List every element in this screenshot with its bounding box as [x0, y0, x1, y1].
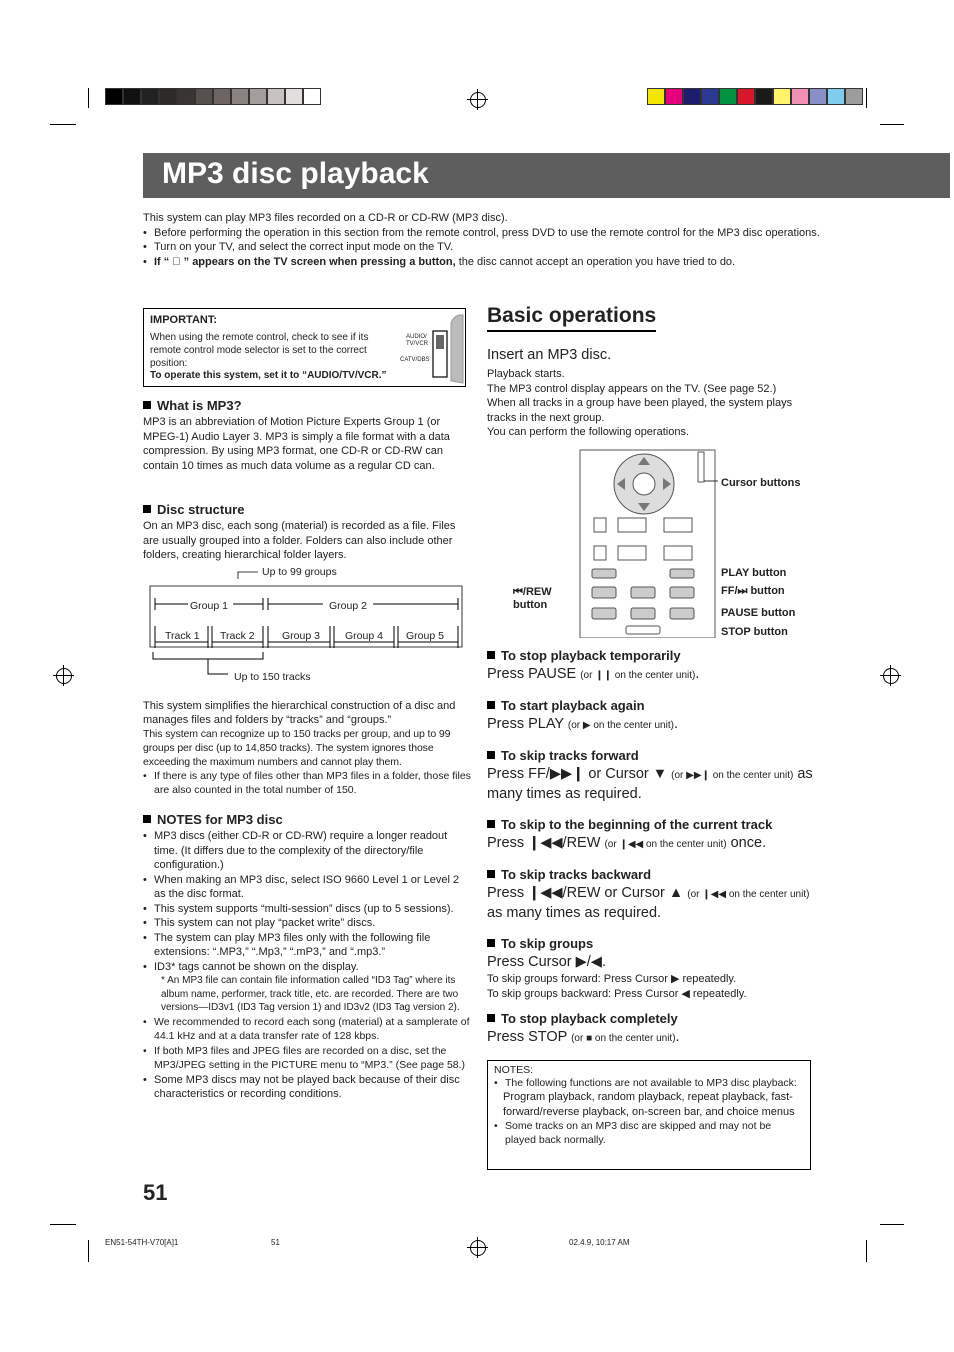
operation-press	[487, 715, 817, 735]
grayscale-swatch	[249, 88, 267, 105]
color-swatch	[773, 88, 791, 105]
operation-heading	[487, 867, 817, 882]
important-text: When using the remote control, check to see if its remote control mode selector is set to the correct position:	[150, 332, 369, 369]
diagram-group2: Group 2	[329, 600, 367, 612]
notes-mp3-section	[143, 812, 471, 1102]
operation-heading	[487, 1011, 817, 1026]
diagram-track: Track 1	[165, 630, 200, 642]
ff-button-label: FF/⏭ button	[721, 585, 785, 597]
crop-mark	[50, 124, 76, 125]
operation-press	[487, 884, 817, 923]
press-text: Press PAUSE	[487, 666, 577, 682]
press-tail: as many times as required.	[487, 766, 813, 802]
note-item: • Some MP3 discs may not be played back because of their disc characteristics or recording conditions.	[143, 1073, 471, 1102]
mode-switch-icon	[431, 311, 465, 386]
crop-mark	[866, 1240, 867, 1262]
insert-instruction: Insert an MP3 disc.	[487, 347, 612, 363]
section-heading	[143, 812, 471, 827]
diagram-group: Group 3	[282, 630, 320, 642]
system-paragraph: This system can recognize up to 150 tracks per group, and up to 99 groups per disc (up to 14,850 tracks). The system ignores those exceeding the maximum numbers and cannot play them.	[143, 728, 451, 768]
color-swatch	[791, 88, 809, 105]
registration-mark-icon	[470, 1240, 486, 1256]
color-swatch	[809, 88, 827, 105]
color-swatch	[701, 88, 719, 105]
section-text: MP3 is an abbreviation of Motion Picture Experts Group 1 (or MPEG-1) Audio Layer 3. MP3 is simply a file format with a data compression. By using MP3 format, one CD-R or CD-RW can contain 10 times as much data volume as a regular CD can.	[143, 416, 450, 472]
operation-heading	[487, 698, 817, 713]
operation-item	[487, 748, 817, 817]
note-item: • This system can not play “packet write” discs.	[143, 916, 471, 931]
registration-mark-icon	[470, 92, 486, 108]
press-tail: .	[675, 1029, 680, 1045]
heading-text: What is MP3?	[157, 398, 242, 413]
diagram-label-groups: Up to 99 groups	[262, 566, 337, 578]
intro-bullet: • Turn on your TV, and select the correct input mode on the TV.	[143, 240, 843, 255]
intro-bullet: • Before performing the operation in this section from the remote control, press DVD to use the remote control for the MP3 disc operations.	[143, 226, 843, 241]
operation-press: Press Cursor ▶/◀.	[487, 954, 606, 970]
grayscale-swatch	[303, 88, 321, 105]
diagram-group1: Group 1	[190, 600, 228, 612]
basic-operations-heading: Basic operations	[487, 304, 656, 332]
color-swatch	[845, 88, 863, 105]
note-item: • We recommended to record each song (material) at a samplerate of 44.1 kHz and at a data transfer rate of 128 kbps.	[143, 1015, 471, 1044]
intro	[143, 211, 843, 269]
press-small: (or ❙◀◀ on the center unit)	[604, 839, 727, 850]
pause-button-label: PAUSE button	[721, 607, 796, 619]
color-swatch	[719, 88, 737, 105]
color-swatch	[683, 88, 701, 105]
press-small: (or ▶▶❙ on the center unit)	[671, 770, 794, 781]
notes-label: NOTES:	[494, 1064, 534, 1076]
note-item: • ID3* tags cannot be shown on the display.	[143, 960, 471, 975]
skip-groups-forward: To skip groups forward: Press Cursor ▶ repeatedly.	[487, 973, 737, 985]
note-item: • This system supports “multi-session” discs (up to 5 sessions).	[143, 902, 471, 917]
footer-center: 51	[271, 1238, 280, 1247]
grayscale-swatch	[105, 88, 123, 105]
operation-press	[487, 834, 817, 854]
what-is-mp3-section	[143, 398, 468, 473]
notes-list	[143, 829, 471, 1102]
system-bullet: • If there is any type of files other than MP3 files in a folder, those files are also counted in the total number of 150.	[143, 769, 471, 797]
skip-groups-backward: To skip groups backward: Press Cursor ◀ repeatedly.	[487, 987, 747, 1000]
operation-item	[487, 1011, 817, 1048]
heading-text: To skip tracks backward	[501, 867, 652, 882]
footer-right: 02.4.9, 10:17 AM	[569, 1238, 630, 1247]
basic-perform: You can perform the following operations.	[487, 426, 689, 438]
grayscale-swatch	[195, 88, 213, 105]
playback-starts: Playback starts.	[487, 368, 565, 380]
notes-box	[487, 1060, 811, 1170]
heading-text: To stop playback completely	[501, 1011, 678, 1026]
press-tail: once.	[726, 835, 767, 851]
press-text: Press ❙◀◀/REW	[487, 835, 601, 851]
press-small: (or ■ on the center unit)	[571, 1033, 676, 1044]
operation-item	[487, 867, 817, 936]
operation-item	[487, 817, 817, 867]
press-text: Press STOP	[487, 1029, 568, 1045]
crop-mark	[88, 1240, 89, 1262]
heading-text: To stop playback temporarily	[501, 648, 681, 663]
remote-control-illustration	[578, 448, 718, 638]
crop-mark	[88, 88, 89, 108]
grayscale-bar	[105, 88, 321, 105]
grayscale-swatch	[267, 88, 285, 105]
operation-press	[487, 1028, 817, 1048]
heading-text: To skip to the beginning of the current track	[501, 817, 773, 832]
notes-bullet: • The following functions are not available to MP3 disc playback:	[494, 1076, 804, 1090]
operation-heading	[487, 936, 817, 951]
color-swatch	[647, 88, 665, 105]
important-box	[143, 308, 466, 387]
color-swatch	[665, 88, 683, 105]
grayscale-swatch	[231, 88, 249, 105]
note-item: • The system can play MP3 files only with the following file extensions: “.MP3,” “.Mp3,” “.mP3,” and “.mp3.”	[143, 931, 471, 960]
switch-top-label: AUDIO/ TV/VCR	[406, 334, 429, 347]
press-tail: as many times as required.	[487, 905, 662, 921]
operation-press	[487, 665, 817, 685]
system-text	[143, 699, 471, 797]
intro-bullet-bold: If “ ⃠ ” appears on the TV screen when pressing a button,	[154, 255, 456, 268]
press-text: Press FF/▶▶❙ or Cursor ▼	[487, 766, 668, 782]
operation-item	[487, 648, 817, 698]
press-small: (or ❙◀◀ on the center unit)	[687, 889, 810, 900]
crop-mark	[866, 88, 867, 108]
note-item: • MP3 discs (either CD-R or CD-RW) require a longer readout time. (It differs due to the complexity of the directory/file configuration.)	[143, 829, 471, 873]
press-text: Press ❙◀◀/REW or Cursor ▲	[487, 885, 684, 901]
system-paragraph: This system simplifies the hierarchical construction of a disc and manages files and folders by “tracks” and “groups.”	[143, 700, 456, 726]
diagram-track: Track 2	[220, 630, 255, 642]
important-label: IMPORTANT:	[150, 314, 218, 326]
cursor-buttons-label: Cursor buttons	[721, 477, 801, 489]
operation-press	[487, 765, 817, 804]
operation-item	[487, 698, 817, 748]
grayscale-swatch	[159, 88, 177, 105]
heading-text: NOTES for MP3 disc	[157, 812, 283, 827]
color-swatch	[737, 88, 755, 105]
color-bar	[647, 88, 863, 105]
crop-mark	[880, 124, 904, 125]
footer-left: EN51-54TH-V70[A]1	[105, 1238, 179, 1247]
registration-mark-icon	[56, 668, 72, 684]
section-heading	[143, 398, 468, 413]
basic-desc: The MP3 control display appears on the TV. (See page 52.) When all tracks in a group have been played, the system plays tracks in the next group.	[487, 382, 793, 424]
rew-button-label: ⏮/REW button	[513, 586, 552, 611]
grayscale-swatch	[285, 88, 303, 105]
grayscale-swatch	[123, 88, 141, 105]
press-small: (or ❙❙ on the center unit)	[580, 670, 696, 681]
heading-text: To skip groups	[501, 936, 594, 951]
important-bold: To operate this system, set it to “AUDIO/TV/VCR.”	[150, 370, 387, 381]
grayscale-swatch	[141, 88, 159, 105]
press-tail: .	[673, 716, 678, 732]
operations-list	[487, 648, 817, 1048]
heading-text: To start playback again	[501, 698, 645, 713]
intro-bullet-rest: the disc cannot accept an operation you have tried to do.	[455, 255, 736, 268]
notes-bullet: • Some tracks on an MP3 disc are skipped and may not be played back normally.	[494, 1119, 804, 1147]
note-item: • If both MP3 files and JPEG files are recorded on a disc, set the MP3/JPEG setting in the PICTURE menu to “MP3.” (See page 58.)	[143, 1044, 471, 1073]
grayscale-swatch	[213, 88, 231, 105]
title-band	[143, 153, 950, 198]
diagram-group: Group 5	[406, 630, 444, 642]
diagram-label-tracks: Up to 150 tracks	[234, 671, 311, 683]
switch-bottom-label: CATV/DBS	[400, 357, 430, 363]
section-text: On an MP3 disc, each song (material) is recorded as a file. Files are usually grouped into a folder. Folders can also include other folders, creating hierarchical folder layers.	[143, 520, 456, 561]
operation-heading	[487, 648, 817, 663]
grayscale-swatch	[177, 88, 195, 105]
heading-text: To skip tracks forward	[501, 748, 639, 763]
operation-heading	[487, 748, 817, 763]
crop-mark	[50, 1224, 76, 1225]
color-swatch	[755, 88, 773, 105]
note-item: • When making an MP3 disc, select ISO 9660 Level 1 or Level 2 as the disc format.	[143, 873, 471, 902]
press-text: Press PLAY	[487, 716, 564, 732]
color-swatch	[827, 88, 845, 105]
disc-structure-section	[143, 502, 468, 563]
page-title: MP3 disc playback	[162, 157, 429, 190]
heading-text: Disc structure	[157, 502, 245, 517]
intro-line: This system can play MP3 files recorded on a CD-R or CD-RW (MP3 disc).	[143, 212, 508, 224]
basic-intro	[487, 347, 817, 440]
crop-mark	[880, 1224, 904, 1225]
press-tail: .	[695, 666, 700, 682]
section-heading	[143, 502, 468, 517]
diagram-group: Group 4	[345, 630, 383, 642]
press-small: (or ▶ on the center unit)	[567, 720, 674, 731]
operation-heading	[487, 817, 817, 832]
play-button-label: PLAY button	[721, 567, 787, 579]
note-footnote: * An MP3 file can contain file information called “ID3 Tag” where its album name, performer, track title, etc. are recorded. There are two versions—ID3v1 (ID3 Tag version 1) and ID3v2 (ID3 Tag version 2).	[161, 975, 460, 1013]
operation-item	[487, 936, 817, 1011]
page-number: 51	[143, 1180, 168, 1205]
registration-mark-icon	[883, 668, 899, 684]
notes-list-text: Program playback, random playback, repeat playback, fast-forward/reverse playback, on-screen bar, and choice menus	[503, 1091, 795, 1118]
stop-button-label: STOP button	[721, 626, 788, 638]
intro-bullet	[143, 255, 843, 270]
